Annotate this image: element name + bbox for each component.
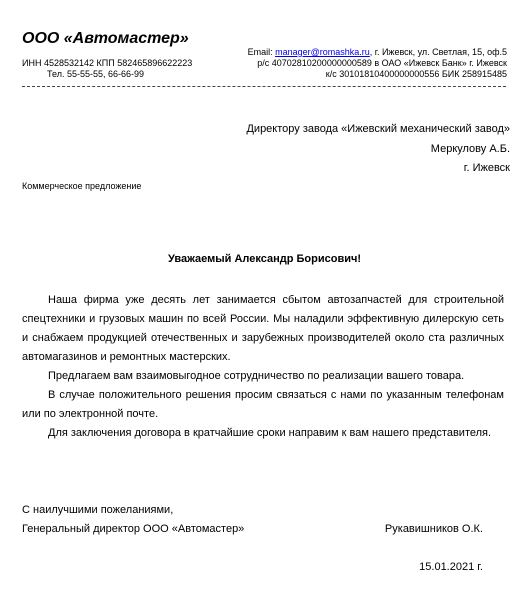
closing-regards: С наилучшими пожеланиями, [22,504,174,516]
email-line [248,47,507,58]
company-name: ООО «Автомастер» [22,30,189,47]
letter-body [22,291,504,443]
paragraph-offer: Предлагаем вам взаимовыгодное сотрудничество по реализации вашего товара. [48,370,465,382]
address-text: , г. Ижевск, ул. Светлая, 15, оф.5 [369,47,507,57]
salutation: Уважаемый Александр Борисович! [167,253,362,265]
bank-account: р/с 40702810200000000589 в ОАО «Ижевск Банк» г. Ижевск [257,58,507,68]
document-type-label: Коммерческое предложение [22,181,142,191]
signer-name: Рукавишников О.К. [384,523,483,535]
paragraph-representative: Для заключения договора в кратчайшие сроки направим к вам нашего представителя. [48,427,492,439]
header-divider [22,86,506,87]
addressee-name: Меркулову А.Б. [430,143,510,155]
inn-kpp: ИНН 4528532142 КПП 582465896622223 [22,58,193,68]
letter-date: 15.01.2021 г. [419,561,483,573]
paragraph-intro: Наша фирма уже десять лет занимается сбытом автозапчастей для строительной спецтехники и грузовых машин по всей России. Мы наладили эффективную дилерскую сеть и снабжаем продукцией отечественных и зарубежных производителей около ста различных автомагазинов и ремонтных мастерских. [22,294,504,363]
addressee-organization: Директору завода «Ижевский механический завод» [246,123,510,135]
phone-numbers: Тел. 55-55-55, 66-66-99 [47,69,145,79]
signer-position: Генеральный директор ООО «Автомастер» [22,523,245,535]
corr-account-bik: к/с 30101810400000000556 БИК 258915485 [325,69,507,79]
email-link[interactable]: manager@romashka.ru [275,47,370,57]
paragraph-contact: В случае положительного решения просим связаться с нами по указанным телефонам или по электронной почте. [22,389,504,420]
email-label: Email: [247,47,276,57]
addressee-city: г. Ижевск [463,162,510,174]
